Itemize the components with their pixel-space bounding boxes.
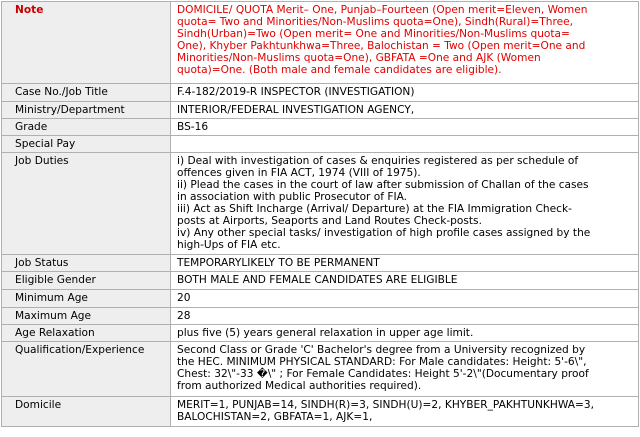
row-case-no xyxy=(2,84,639,102)
row-maximum-age xyxy=(2,308,639,325)
note-value xyxy=(171,2,639,84)
row-label: Job Duties xyxy=(2,153,171,255)
duty-line: high-Ups of FIA etc. xyxy=(177,239,281,251)
domicile-line: MERIT=1, PUNJAB=14, SINDH(R)=3, SINDH(U)=2, KHYBER_PAKHTUNKHWA=3, xyxy=(177,399,594,411)
row-minimum-age xyxy=(2,290,639,308)
row-label: Eligible Gender xyxy=(2,272,171,290)
qualification-line: from authorized Medical authorities required). xyxy=(177,380,422,392)
row-ministry xyxy=(2,102,639,119)
ministry-value: INTERIOR/FEDERAL INVESTIGATION AGENCY, xyxy=(171,102,639,119)
eligible-gender-value: BOTH MALE AND FEMALE CANDIDATES ARE ELIGIBLE xyxy=(171,272,639,290)
row-special-pay xyxy=(2,136,639,153)
row-label: Job Status xyxy=(2,255,171,272)
domicile-value xyxy=(171,397,639,427)
row-label: Ministry/Department xyxy=(2,102,171,119)
row-label: Domicile xyxy=(2,397,171,427)
duty-line: iii) Act as Shift Incharge (Arrival/ Departure) at the FIA Immigration Check- xyxy=(177,203,572,215)
note-line: quota)=One. (Both male and female candidates are eligible). xyxy=(177,64,502,76)
row-label: Note xyxy=(2,2,171,84)
job-details-panel xyxy=(1,1,639,427)
row-label: Age Relaxation xyxy=(2,325,171,342)
row-note xyxy=(2,2,639,84)
duty-line: offences given in FIA ACT, 1974 (VIII of 1975). xyxy=(177,167,421,179)
row-job-status xyxy=(2,255,639,272)
row-job-duties xyxy=(2,153,639,255)
row-label: Qualification/Experience xyxy=(2,342,171,397)
note-line: One), Khyber Pakhtunkhwa=Three, Balochistan = Two (Open merit=One and xyxy=(177,40,586,52)
duty-line: ii) Plead the cases in the court of law after submission of Challan of the cases xyxy=(177,179,589,191)
row-grade xyxy=(2,119,639,136)
qualification-line: Chest: 32\"-33 �\" ; For Female Candidates: Height 5'-2\"(Documentary proof xyxy=(177,368,589,380)
note-line: Minorities/Non-Muslims quota=One), GBFATA =One and AJK (Women xyxy=(177,52,541,64)
row-label: Case No./Job Title xyxy=(2,84,171,102)
qualification-line: Second Class or Grade 'C' Bachelor's degree from a University recognized by xyxy=(177,344,586,356)
note-line: DOMICILE/ QUOTA Merit– One, Punjab–Fourteen (Open merit=Eleven, Women xyxy=(177,4,588,16)
minimum-age-value: 20 xyxy=(171,290,639,308)
job-status-value: TEMPORARYLIKELY TO BE PERMANENT xyxy=(171,255,639,272)
qualification-value xyxy=(171,342,639,397)
row-age-relaxation xyxy=(2,325,639,342)
note-line: Sindh(Urban)=Two (Open merit= One and Minorities/Non-Muslims quota= xyxy=(177,28,570,40)
job-details-table xyxy=(1,1,639,427)
case-no-value: F.4-182/2019-R INSPECTOR (INVESTIGATION) xyxy=(171,84,639,102)
qualification-line: the HEC. MINIMUM PHYSICAL STANDARD: For Male candidates: Height: 5'-6\", xyxy=(177,356,587,368)
row-label: Special Pay xyxy=(2,136,171,153)
duty-line: i) Deal with investigation of cases & enquiries registered as per schedule of xyxy=(177,155,579,167)
grade-value: BS-16 xyxy=(171,119,639,136)
domicile-line: BALOCHISTAN=2, GBFATA=1, AJK=1, xyxy=(177,411,373,423)
row-label: Maximum Age xyxy=(2,308,171,325)
duty-line: iv) Any other special tasks/ investigation of high profile cases assigned by the xyxy=(177,227,591,239)
special-pay-value xyxy=(171,136,639,153)
age-relaxation-value: plus five (5) years general relaxation in upper age limit. xyxy=(171,325,639,342)
job-duties-value xyxy=(171,153,639,255)
note-line: quota= Two and Minorities/Non-Muslims quota=One), Sindh(Rural)=Three, xyxy=(177,16,573,28)
row-qualification xyxy=(2,342,639,397)
row-label: Grade xyxy=(2,119,171,136)
row-domicile xyxy=(2,397,639,427)
row-eligible-gender xyxy=(2,272,639,290)
duty-line: posts at Airports, Seaports and Land Routes Check-posts. xyxy=(177,215,482,227)
duty-line: in association with public Prosecutor of FIA. xyxy=(177,191,408,203)
row-label: Minimum Age xyxy=(2,290,171,308)
maximum-age-value: 28 xyxy=(171,308,639,325)
